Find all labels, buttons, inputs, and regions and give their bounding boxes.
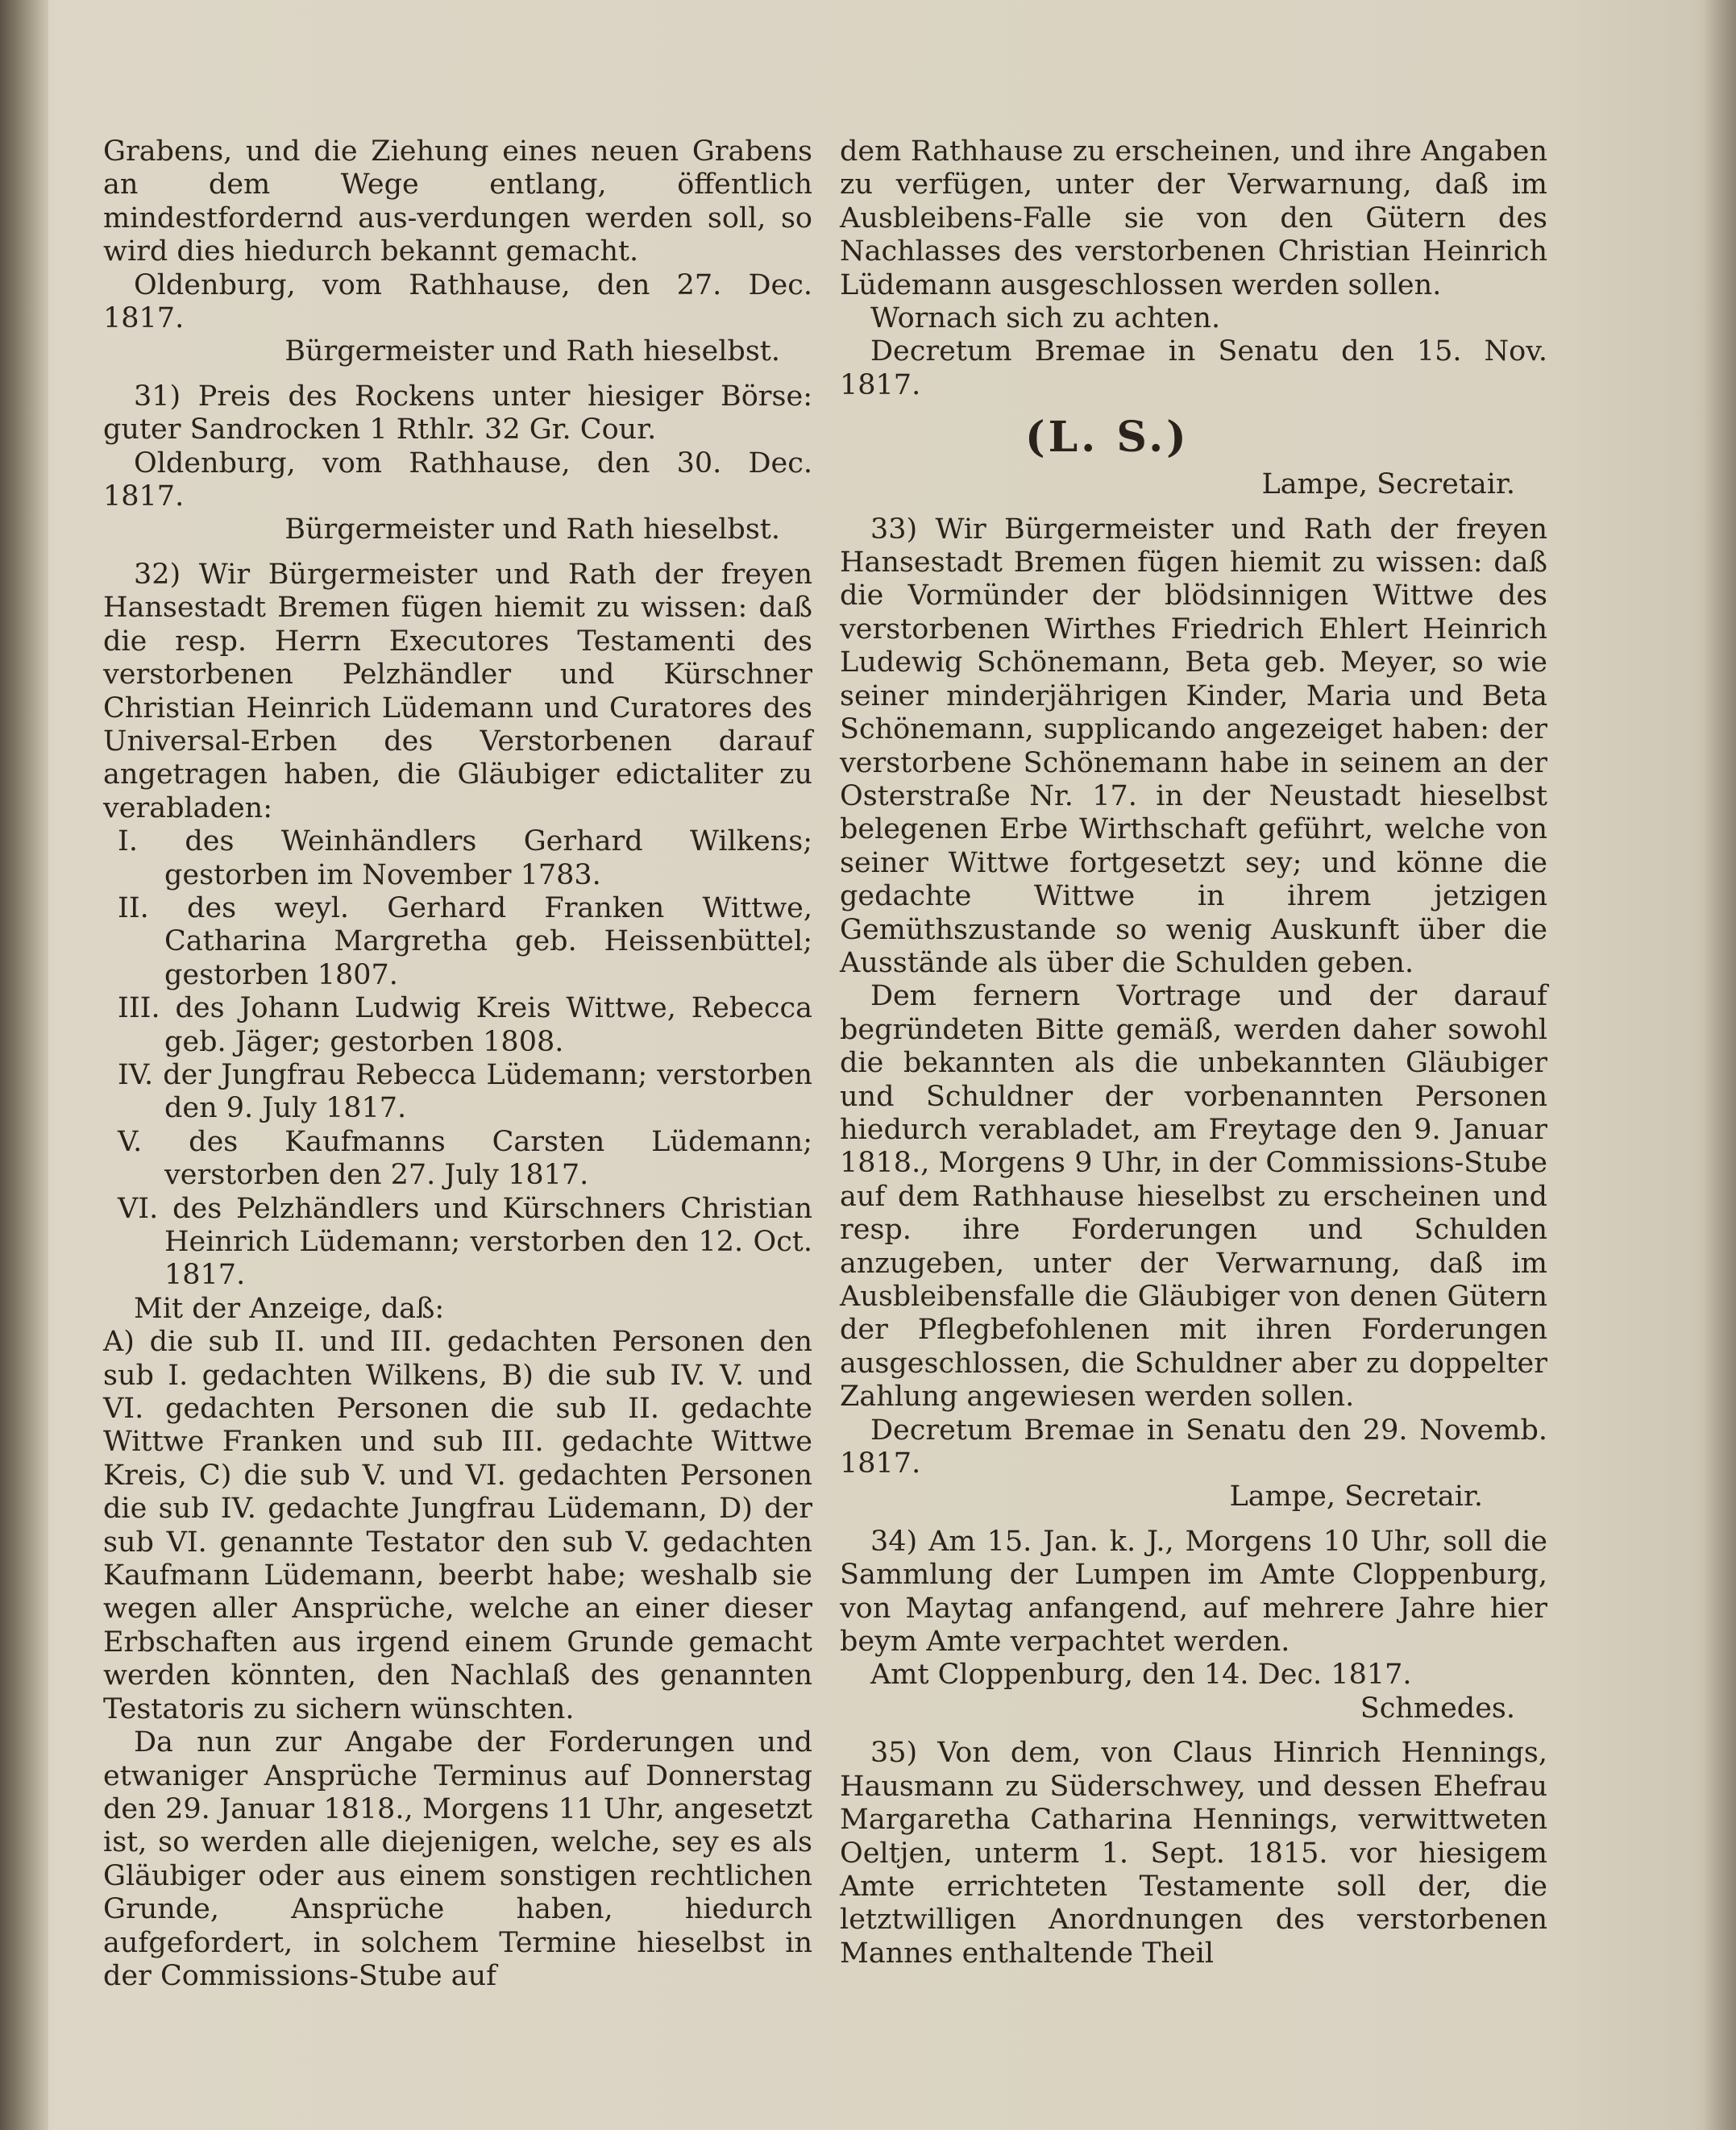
notice-32-signature: Lampe, Secretair. — [1261, 468, 1515, 501]
notice-31-date: Oldenburg, vom Rathhause, den 30. Dec. 1817. — [103, 446, 812, 513]
notice-32-summons: Da nun zur Angabe der Forderungen und etwaniger Ansprüche Terminus auf Donnerstag den 29. Januar 1818., Morgens 11 Uhr, angesetzt ist, so werden alle diejenigen, welche, sey es als Gläubiger oder aus einem sonstigen rechtlichen Grunde, Ansprüche haben, hiedurch aufgefordert, in solchem Termine hieselbst in der Commissions-Stube auf — [103, 1726, 812, 1992]
notice-32-inheritance-chain: A) die sub II. und III. gedachten Personen den sub I. gedachten Wilkens, B) die sub IV. V. und VI. gedachten Personen die sub II. gedachte Wittwe Franken und sub III. gedachte Wittwe Kreis, C) die sub V. und VI. gedachten Personen die sub IV. gedachte Jungfrau Lüdemann, D) der sub VI. genannte Testator den sub V. gedachten Kaufmann Lüdemann, beerbt habe; weshalb sie wegen aller Ansprüche, welche an einer dieser Erbschaften aus irgend einem Grunde gemacht werden könnten, den Nachlaß des genannten Testatoris zu sichern wünschten. — [103, 1326, 812, 1725]
notice-34: 34) Am 15. Jan. k. J., Morgens 10 Uhr, soll die Sammlung der Lumpen im Amte Cloppenburg, von Maytag anfangend, auf mehrere Jahre hier beym Amte verpachtet werden. — [840, 1525, 1547, 1659]
notice-33-summons: Dem fernern Vortrage und der darauf begründeten Bitte gemäß, werden daher sowohl die bekannten als die unbekannten Gläubiger und Schuldner der vorbenannten Personen hiedurch verabladet, am Freytage den 9. Januar 1818., Morgens 9 Uhr, in der Commissions-Stube auf dem Rathhause hieselbst zu erscheinen und resp. ihre Forderungen und Schulden anzugeben, unter der Verwarnung, daß im Ausbleibensfalle die Gläubiger von denen Gütern der Pflegbefohlenen mit ihren Forderungen ausgeschlossen, die Schuldner aber zu doppelter Zahlung angewiesen werden sollen. — [840, 980, 1547, 1414]
notice-31: 31) Preis des Rockens unter hiesiger Börse: guter Sandrocken 1 Rthlr. 32 Gr. Cour. — [103, 380, 812, 446]
heir-list-item: IV. der Jungfrau Rebecca Lüdemann; verstorben den 9. July 1817. — [118, 1058, 812, 1125]
notice-33-decree-date: Decretum Bremae in Senatu den 29. Novemb. 1817. — [840, 1414, 1547, 1480]
notice-32-directive: Wornach sich zu achten. — [870, 302, 1221, 335]
notice-34-date: Amt Cloppenburg, den 14. Dec. 1817. — [870, 1659, 1412, 1692]
heir-list-item: V. des Kaufmanns Carsten Lüdemann; verstorben den 27. July 1817. — [118, 1125, 812, 1192]
heir-list-item: VI. des Pelzhändlers und Kürschners Christian Heinrich Lüdemann; verstorben den 12. Oct. 1817. — [118, 1192, 812, 1292]
right-column — [840, 135, 1547, 1970]
left-column — [103, 135, 812, 1993]
notice-35: 35) Von dem, von Claus Hinrich Hennings, Hausmann zu Süderschwey, und dessen Ehefrau Margaretha Catharina Hennings, verwittweten Oeltjen, unterm 1. Sept. 1815. vor hiesigem Amte errichteten Testamente soll der, die letztwilligen Anordnungen des verstorbenen Mannes enthaltende Theil — [840, 1737, 1547, 1970]
notice-33-signature: Lampe, Secretair. — [1229, 1480, 1483, 1513]
heir-list-item: I. des Weinhändlers Gerhard Wilkens; gestorben im November 1783. — [118, 825, 812, 891]
notice-34-signature: Schmedes. — [1360, 1692, 1515, 1725]
notice-30-date: Oldenburg, vom Rathhause, den 27. Dec. 1817. — [103, 268, 812, 335]
notice-30-signature: Bürgermeister und Rath hieselbst. — [284, 335, 780, 368]
book-spine-shadow — [0, 0, 48, 2130]
notice-33: 33) Wir Bürgermeister und Rath der freyen Hansestadt Bremen fügen hiemit zu wissen: daß die Vormünder der blödsinnigen Wittwe des verstorbenen Wirthes Friedrich Ehlert Heinrich Ludewig Schönemann, Beta geb. Meyer, so wie seiner minderjährigen Kinder, Maria und Beta Schönemann, supplicando angezeiget haben: der verstorbene Schönemann habe in seinem an der Osterstraße Nr. 17. in der Neustadt hieselbst belegenen Erbe Wirthschaft geführt, welche von seiner Wittwe fortgesetzt sey; und könne die gedachte Wittwe in ihrem jetzigen Gemüthszustande so wenig Auskunft über die Ausstände als über die Schulden geben. — [840, 513, 1547, 979]
notice-30-continued: Grabens, und die Ziehung eines neuen Grabens an dem Wege entlang, öffentlich mindestfordernd aus-verdungen werden soll, so wird dies hiedurch bekannt gemacht. — [103, 135, 812, 268]
notice-32-announcement: Mit der Anzeige, daß: — [134, 1292, 445, 1325]
notice-32: 32) Wir Bürgermeister und Rath der freyen Hansestadt Bremen fügen hiemit zu wissen: daß die resp. Herrn Executores Testamenti des verstorbenen Pelzhändler und Kürschner Christian Heinrich Lüdemann und Curatores des Universal-Erben des Verstorbenen darauf angetragen haben, die Gläubiger edictaliter zu verabladen: — [103, 558, 812, 824]
notice-32-continued: dem Rathhause zu erscheinen, und ihre Angaben zu verfügen, unter der Verwarnung, daß im Ausbleibens-Falle sie von den Gütern des Nachlasses des verstorbenen Christian Heinrich Lüdemann ausgeschlossen werden sollen. — [840, 135, 1547, 301]
heir-list-item: II. des weyl. Gerhard Franken Wittwe, Catharina Margretha geb. Heissenbüttel; gestorben 1807. — [118, 891, 812, 991]
notice-32-decree-date: Decretum Bremae in Senatu den 15. Nov. 1817. — [840, 335, 1547, 401]
heir-list-item: III. des Johann Ludwig Kreis Wittwe, Rebecca geb. Jäger; gestorben 1808. — [118, 992, 812, 1058]
seal-mark: (L. S.) — [1025, 413, 1190, 463]
page-edge-shadow — [1704, 0, 1736, 2130]
notice-31-signature: Bürgermeister und Rath hieselbst. — [284, 513, 780, 546]
